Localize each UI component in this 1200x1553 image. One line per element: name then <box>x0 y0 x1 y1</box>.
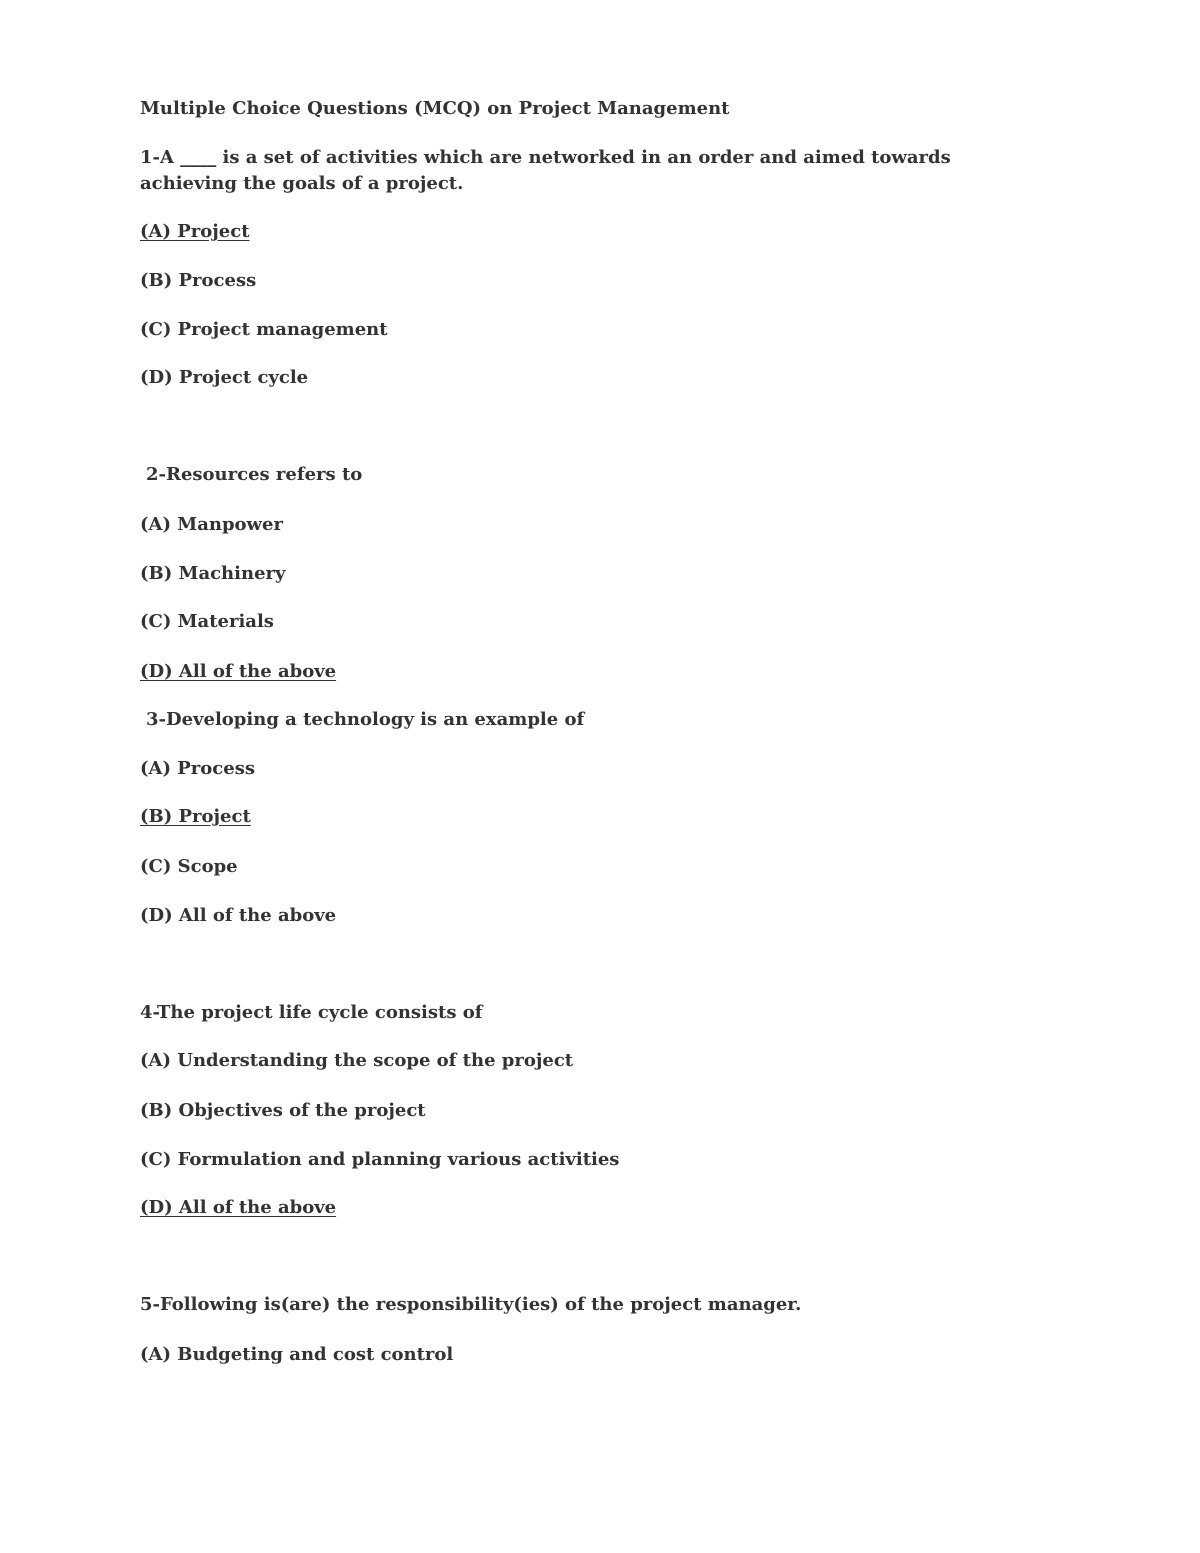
question-4-option-b: (B) Objectives of the project <box>140 1100 426 1121</box>
question-1-option-c: (C) Project management <box>140 319 388 340</box>
question-1-option-d: (D) Project cycle <box>140 367 309 388</box>
question-5-prompt: 5-Following is(are) the responsibility(ies) of the project manager. <box>140 1294 802 1315</box>
question-2-prompt: 2-Resources refers to <box>146 464 363 485</box>
question-2-option-d: (D) All of the above <box>140 661 337 682</box>
question-2-option-a: (A) Manpower <box>140 514 283 535</box>
question-2-option-b: (B) Machinery <box>140 563 286 584</box>
question-1-prompt: 1-A ____ is a set of activities which are networked in an order and aimed towards achieving the goals of a project. <box>140 147 951 194</box>
question-3-prompt: 3-Developing a technology is an example of <box>146 709 585 730</box>
question-4-option-c: (C) Formulation and planning various activities <box>140 1149 620 1170</box>
question-5-option-a: (A) Budgeting and cost control <box>140 1344 454 1365</box>
question-3-option-a: (A) Process <box>140 758 255 779</box>
question-4-option-d: (D) All of the above <box>140 1197 337 1218</box>
question-3-option-b: (B) Project <box>140 806 251 827</box>
question-3-option-c: (C) Scope <box>140 856 238 877</box>
question-3-option-d: (D) All of the above <box>140 905 337 926</box>
question-1-option-b: (B) Process <box>140 270 257 291</box>
question-4-option-a: (A) Understanding the scope of the project <box>140 1050 574 1071</box>
question-2-option-c: (C) Materials <box>140 611 274 632</box>
question-4-prompt: 4-The project life cycle consists of <box>140 1002 483 1023</box>
document-title: Multiple Choice Questions (MCQ) on Project Management <box>140 98 730 119</box>
question-1-option-a: (A) Project <box>140 221 250 242</box>
